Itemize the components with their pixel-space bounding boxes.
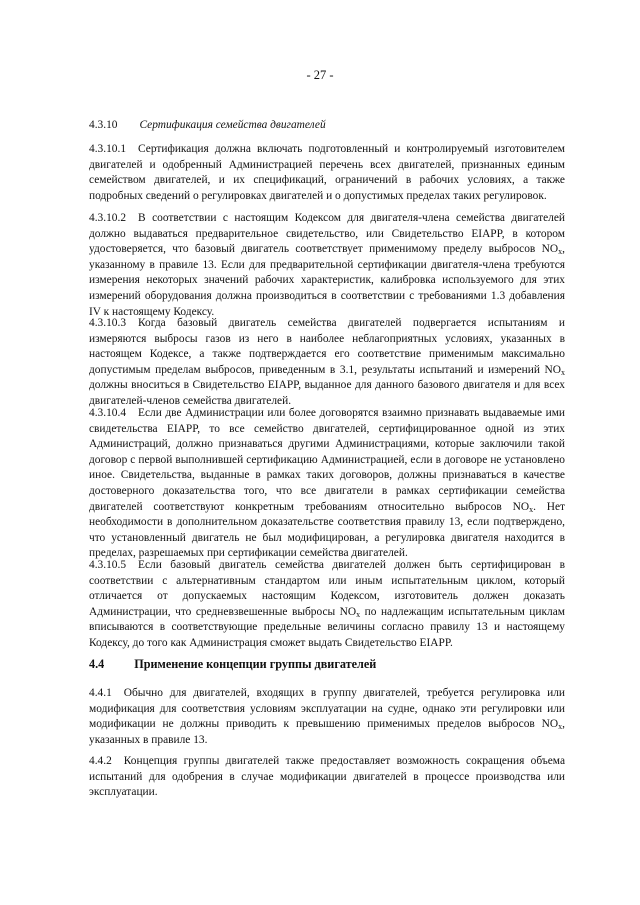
paragraph-text: В соответствии с настоящим Кодексом для двигателя-члена семейства двигателей должно выдаваться предварительное свидетельство, или Свидетельство EIAPP, в котором удостоверяется, что базовый двигатель соответствует применимому пределу выбросов NO [89,212,565,256]
paragraph-number: 4.3.10.4 [89,407,127,419]
paragraph-text: Обычно для двигателей, входящих в группу двигателей, требуется регулировка или модификация для соответствия условиям эксплуатации на судне, однако эти регулировки или модификации не должны приводить к превышению применимых пределов выбросов NO [89,687,565,731]
subsection-heading [89,117,565,133]
paragraph-text: Если две Администрации или более договорятся взаимно признавать выдаваемые ими свидетельства EIAPP, то все семейство двигателей, сертифицированное одной из этих Администраций, должно признаваться другими Администрациями, которые заключили такой договор с первой выполнившей сертификацию Администрацией, если в договоре не установлено иное. Свидетельства, выданные в рамках таких договоров, должны признаваться в качестве достоверного доказательства того, что все двигатели в рамках сертификации семейства двигателей соответствуют конкретным требованиям относительно выбросов NO [89,407,565,513]
paragraph-number: 4.3.10.3 [89,317,127,329]
paragraph-text-cont: по надлежащим испытательным циклам вписываются в соответствующие предельные величины согласно правилу 13 и настоящему Кодексу, до того как Администрация сможет выдать Свидетельство EIAPP. [89,605,565,649]
subscript-x: x [356,609,361,619]
paragraph-text-cont: , указанному в правиле 13. Если для предварительной сертификации двигателя-члена требуются измерения некоторых значений рабочих характеристик, калибровка используемого для этих измерений оборудования должна производиться в соответствии с требованиями 1.3 добавления IV к настоящему Кодексу. [89,243,565,318]
paragraph-number: 4.3.10.1 [89,143,127,155]
paragraph-4-4-2 [89,754,565,801]
paragraph-text-cont: , указанных в правиле 13. [89,718,565,746]
subsection-number: 4.3.10 [89,119,118,131]
paragraph-4-3-10-2 [89,211,565,320]
paragraph-text-cont: должны вноситься в Свидетельство EIAPP, выданное для данного базового двигателя и для всех двигателей-членов семейства двигателей. [89,379,565,407]
subscript-x: x [558,722,563,732]
paragraph-4-3-10-1 [89,142,565,204]
paragraph-text: Концепция группы двигателей также предоставляет возможность сокращения объема испытаний для одобрения в случае модификации двигателей в процессе производства или эксплуатации. [89,755,565,799]
subscript-x: x [558,247,563,257]
paragraph-text: Если базовый двигатель семейства двигателей должен быть сертифицирован в соответствии с альтернативным стандартом или иным испытательным циклом, который отличается от допускаемых настоящим Кодексом, изготовитель должен доказать Администрации, что средневзвешенные выбросы NO [89,559,565,618]
paragraph-4-3-10-5 [89,558,565,652]
section-heading [89,656,565,672]
paragraph-number: 4.4.2 [89,755,112,767]
section-title: Применение концепции группы двигателей [134,657,377,671]
subscript-x: x [529,504,534,514]
paragraph-4-4-1 [89,686,565,748]
paragraph-4-3-10-4 [89,406,565,562]
paragraph-number: 4.3.10.5 [89,559,127,571]
subsection-title: Сертификация семейства двигателей [139,119,326,131]
page-number: - 27 - [306,68,334,82]
paragraph-4-3-10-3 [89,316,565,410]
paragraph-text-cont: . Нет необходимости в дополнительном доказательстве соответствия правилу 13, если подтверждено, что установленный двигатель не был модифицирован, а регулировка двигателя находится в пределах, разрешаемых при сертификации семейства двигателей. [89,500,565,560]
paragraph-text: Когда базовый двигатель семейства двигателей подвергается испытаниям и измеряются выбросы газов из него в наиболее неблагоприятных условиях, указанных в настоящем Кодексе, а также подтверждается его соответствие применимым максимально допустимым пределам выбросов, приведенным в 3.1, результаты испытаний и измерений NO [89,317,565,376]
section-number: 4.4 [89,657,105,671]
subscript-x: x [561,367,565,377]
paragraph-number: 4.4.1 [89,687,112,699]
paragraph-number: 4.3.10.2 [89,212,127,224]
paragraph-text: Сертификация должна включать подготовленный и контролируемый изготовителем двигателей и одобренный Администрацией перечень всех двигателей, признанных единым семейством двигателей, и их спецификаций, ограничений в рабочих условиях, а также подробных сведений о регулировках двигателей и о допустимых пределах таких регулировок. [89,143,565,202]
